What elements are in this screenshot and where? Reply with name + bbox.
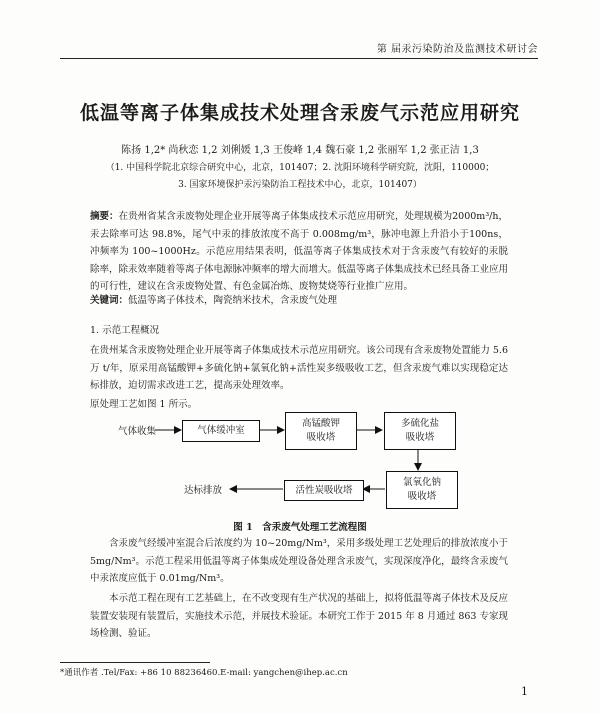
keywords-label: 关键词： <box>90 295 129 306</box>
running-head: 第 届汞污染防治及监测技术研讨会 <box>60 40 538 59</box>
section-heading: 1. 示范工程概况 <box>90 325 160 336</box>
abstract-label: 摘要： <box>90 211 119 222</box>
abstract-text: 在贵州省某含汞废物处理企业开展等离子体集成技术示范应用研究，处理规模为2000m³/h，汞去除率可达 98.8%，尾气中汞的排放浓度不高于 0.008mg/m³，脉冲电源上升沿小于100ns，冲频率为 100~1000Hz。示范应用结果表明，低温等离子体集成技术对于含汞废气有较好的汞脱除率，除汞效率随着等离子体电源脉冲频率的增大而增大。低温等离子体集成技术已经具备工业应用的可行性，建议在含汞废物处置、有色金属冶炼、废物焚烧等行业推广应用。 <box>90 211 509 292</box>
box-activated-carbon-tower: 活性炭吸收塔 <box>284 480 364 501</box>
footnote: *通讯作者 .Tel/Fax: +86 10 88236460.E-mail: yangchen@ihep.ac.cn <box>60 668 348 678</box>
footnote-divider <box>60 662 210 663</box>
paragraph-2: 原处理工艺如图 1 所示。 <box>90 399 198 410</box>
box-buffer-chamber: 气体缓冲室 <box>182 420 260 442</box>
box-chloride-tower: 氯氧化钠 吸收塔 <box>386 471 458 509</box>
paragraph-4: 本示范工程在现有工艺基础上，在不改变现有生产状况的基础上，拟将低温等离子体技术及反应装置安装现有装置后，实施技术示范，并展技术验证。本研究工作于 2015 年 8 月通过 863 专家现场检测、验证。 <box>90 593 509 639</box>
box-kmno4-tower: 高锰酸钾 吸收塔 <box>285 412 357 450</box>
affiliation-line-2: 3. 国家环境保护汞污染防治工程技术中心，北京，101407） <box>178 180 422 190</box>
affiliation-line-1: （1. 中国科学院北京综合研究中心，北京，101407；2. 沈阳环境科学研究院，沈阳，110000； <box>105 163 495 173</box>
paragraph-3: 含汞废气经缓冲室混合后浓度约为 10~20mg/Nm³，采用多级处理工艺处理后的排放浓度小于5mg/Nm³。示范工程采用低温等离子体集成处理设备处理含汞废气，实现深度净化，最终含汞废气中汞浓度应低于 0.01mg/Nm³。 <box>90 538 508 584</box>
outlet-label: 达标排放 <box>184 485 223 496</box>
box-polysulfide-tower: 多硫化盐 吸收塔 <box>384 412 456 450</box>
paragraph-1: 在贵州某含汞废物处理企业开展等离子体集成技术示范应用研究。该公司现有含汞废物处置能力 5.6 万 t/年，原采用高锰酸钾+多硫化钠+氯氧化钠+活性炭多级吸收工艺，但含汞废气难以实现稳定达标排放，迫切需求改进工艺，提高汞处理效率。 <box>90 345 508 391</box>
page-number: 1 <box>521 685 528 698</box>
inlet-label: 气体收集 <box>118 426 157 437</box>
figure-caption: 图 1 含汞废气处理工艺流程图 <box>233 522 367 533</box>
paper-title: 低温等离子体集成技术处理含汞废气示范应用研究 <box>79 102 520 124</box>
keywords-text: 低温等离子体技术，陶瓷纳米技术，含汞废气处理 <box>128 295 338 306</box>
author-list: 陈扬 1,2* 尚秋恋 1,2 刘俐媛 1,3 王俊峰 1,4 魏石豪 1,2 张丽军 1,2 张正洁 1,3 <box>121 145 479 156</box>
